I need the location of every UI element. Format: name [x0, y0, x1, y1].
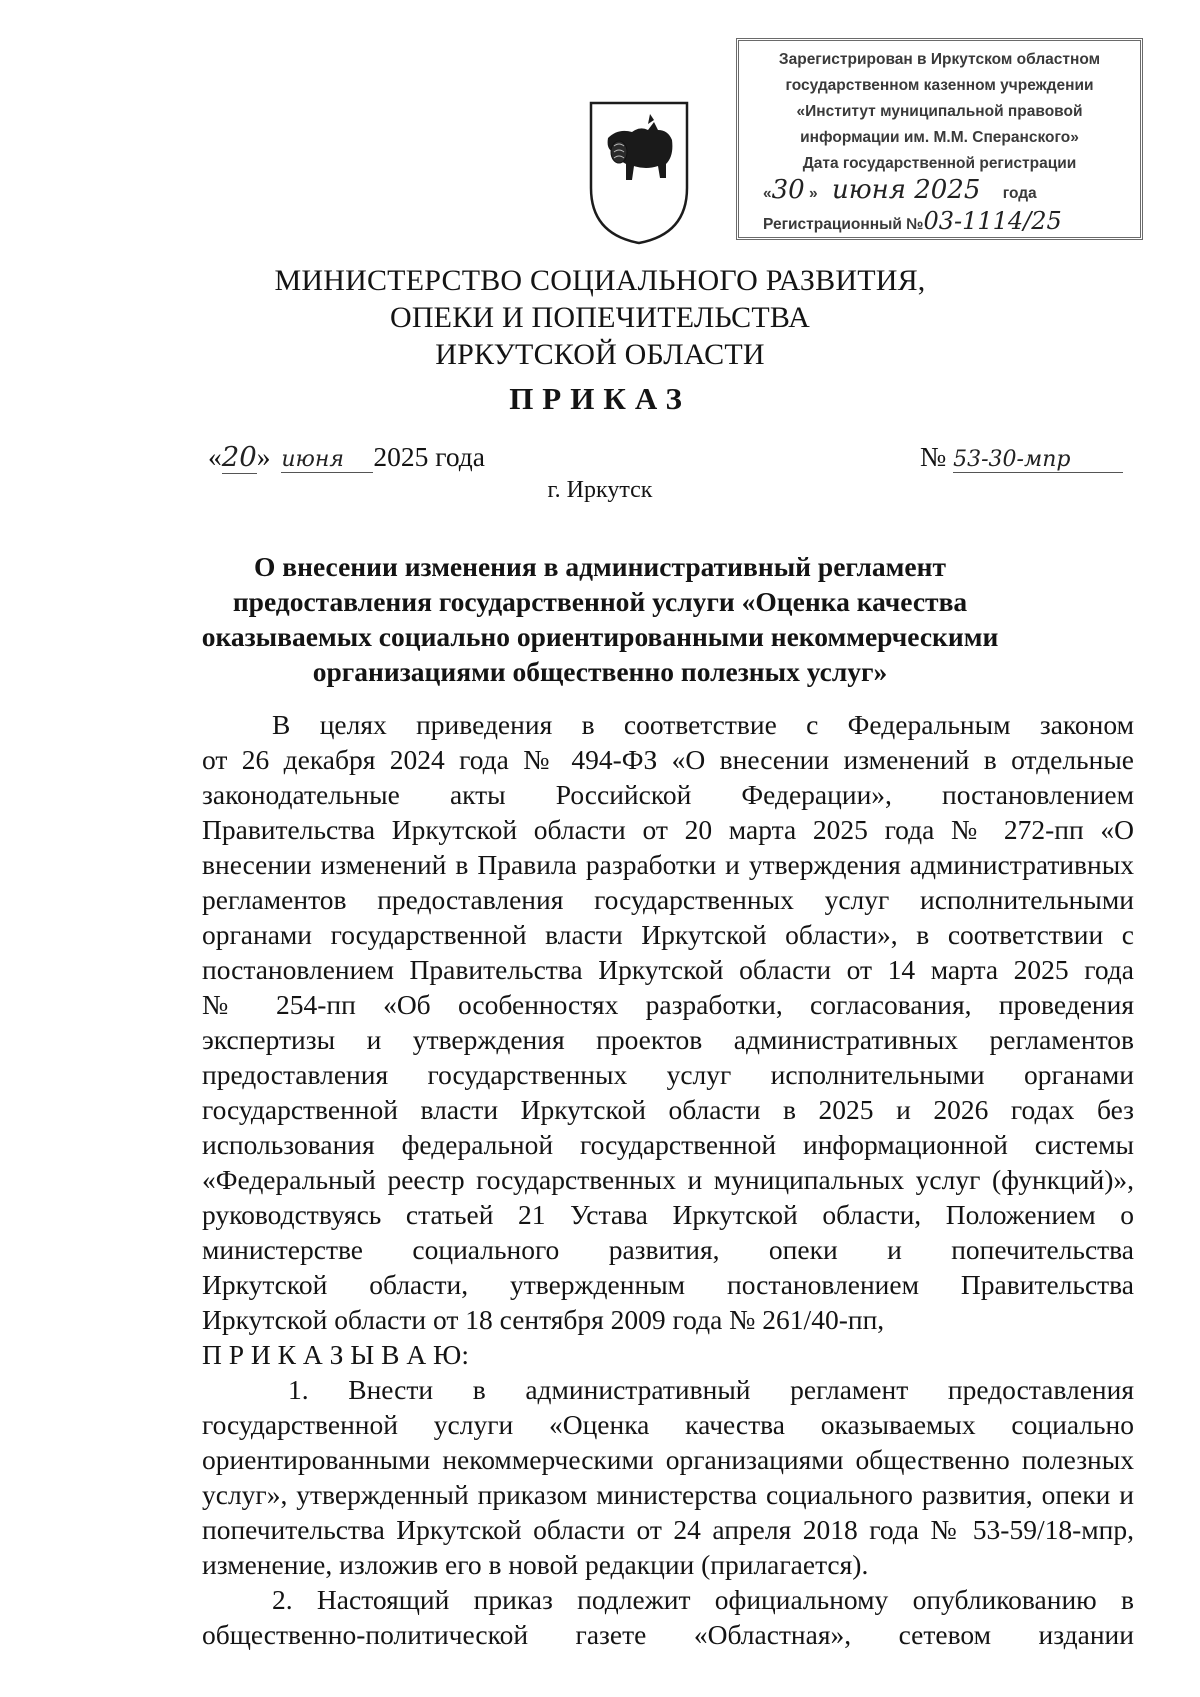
body-line: министерстве социального развития, опеки и попечительства	[202, 1234, 1134, 1265]
stamp-line-3: «Институт муниципальной правовой	[796, 103, 1083, 120]
subject-line-3: оказываемых социально ориентированными некоммерческими	[201, 621, 999, 652]
date-day: 20	[221, 441, 257, 473]
body-line: 2. Настоящий приказ подлежит официальному опубликованию в	[272, 1584, 1134, 1615]
body-line: внесении изменений в Правила разработки и утверждения административных	[202, 849, 1134, 880]
document-type-title: ПРИКАЗ	[509, 381, 691, 416]
body-line: ориентированными некоммерческими организациями общественно полезных	[202, 1444, 1134, 1475]
number-value: 53-30-мпр	[953, 447, 1123, 473]
body-line: руководствуясь статьей 21 Устава Иркутской области, Положением о	[202, 1199, 1134, 1230]
body-line: от 26 декабря 2024 года № 494-ФЗ «О внесении изменений в отдельные	[202, 744, 1134, 775]
stamp-line-1: Зарегистрирован в Иркутском областном	[778, 51, 1101, 68]
body-line: изменение, изложив его в новой редакции (прилагается).	[202, 1549, 869, 1580]
body-line: использования федеральной государственной информационной системы	[202, 1129, 1134, 1160]
stamp-reg-row	[763, 207, 1062, 235]
stamp-date-row: «30 » июня 2025 года	[763, 175, 1037, 205]
date-month: июня	[281, 447, 373, 473]
order-place: г. Иркутск	[547, 477, 653, 503]
body-line: услуг», утвержденный приказом министерства социального развития, опеки и	[202, 1479, 1134, 1510]
stamp-reg-label: Регистрационный №	[763, 216, 924, 233]
body-line-order-word: П Р И К А З Ы В А Ю:	[202, 1339, 469, 1370]
coat-of-arms-emblem	[588, 100, 690, 246]
stamp-day: 30	[771, 175, 805, 205]
stamp-year-suffix: года	[1002, 185, 1037, 202]
body-line: органами государственной власти Иркутской области», в соответствии с	[202, 919, 1134, 950]
order-date	[208, 441, 485, 474]
ministry-line-1: МИНИСТЕРСТВО СОЦИАЛЬНОГО РАЗВИТИЯ,	[274, 264, 926, 297]
body-line: «Федеральный реестр государственных и муниципальных услуг (функций)»,	[202, 1164, 1134, 1195]
body-line: попечительства Иркутской области от 24 апреля 2018 года № 53-59/18-мпр,	[202, 1514, 1134, 1545]
stamp-line-2: государственном казенном учреждении	[785, 77, 1094, 94]
registration-stamp	[736, 38, 1143, 240]
body-line: государственной власти Иркутской области в 2025 и 2026 годах без	[202, 1094, 1134, 1125]
date-year: 2025 года	[373, 441, 485, 472]
subject-line-1: О внесении изменения в административный регламент	[254, 551, 946, 582]
body-line: законодательные акты Российской Федерации», постановлением	[202, 779, 1134, 810]
stamp-reg-number: 03-1114/25	[923, 207, 1062, 235]
body-line: предоставления государственных услуг исполнительными органами	[202, 1059, 1134, 1090]
body-line: Иркутской области от 18 сентября 2009 года № 261/40-пп,	[202, 1304, 885, 1335]
date-quote-open: «	[208, 441, 222, 472]
body-line: Правительства Иркутской области от 20 марта 2025 года № 272-пп «О	[202, 814, 1134, 845]
subject-line-2: предоставления государственной услуги «Оценка качества	[232, 586, 968, 617]
body-line: № 254-пп «Об особенностях разработки, согласования, проведения	[202, 989, 1134, 1020]
body-line: государственной услуги «Оценка качества оказываемых социально	[202, 1409, 1134, 1440]
body-line: В целях приведения в соответствие с Федеральным законом	[272, 709, 1134, 740]
stamp-month: июня 2025	[831, 175, 981, 205]
body-line: Иркутской области, утвержденным постановлением Правительства	[202, 1269, 1134, 1300]
body-line: регламентов предоставления государственных услуг исполнительными	[202, 884, 1134, 915]
subject-line-4: организациями общественно полезных услуг»	[312, 656, 888, 687]
body-line: общественно-политической газете «Областная», сетевом издании	[202, 1619, 1134, 1650]
number-label: №	[920, 441, 947, 472]
ministry-line-3: ИРКУТСКОЙ ОБЛАСТИ	[435, 338, 765, 371]
stamp-line-5: Дата государственной регистрации	[802, 155, 1077, 172]
stamp-line-4: информации им. М.М. Сперанского»	[800, 129, 1079, 146]
date-quote-close: »	[256, 441, 271, 472]
body-line: постановлением Правительства Иркутской области от 14 марта 2025 года	[202, 954, 1134, 985]
body-line: 1. Внести в административный регламент предоставления	[288, 1374, 1134, 1405]
order-number	[920, 441, 1123, 473]
body-line: экспертизы и утверждения проектов административных регламентов	[202, 1024, 1134, 1055]
ministry-line-2: ОПЕКИ И ПОПЕЧИТЕЛЬСТВА	[389, 301, 811, 334]
